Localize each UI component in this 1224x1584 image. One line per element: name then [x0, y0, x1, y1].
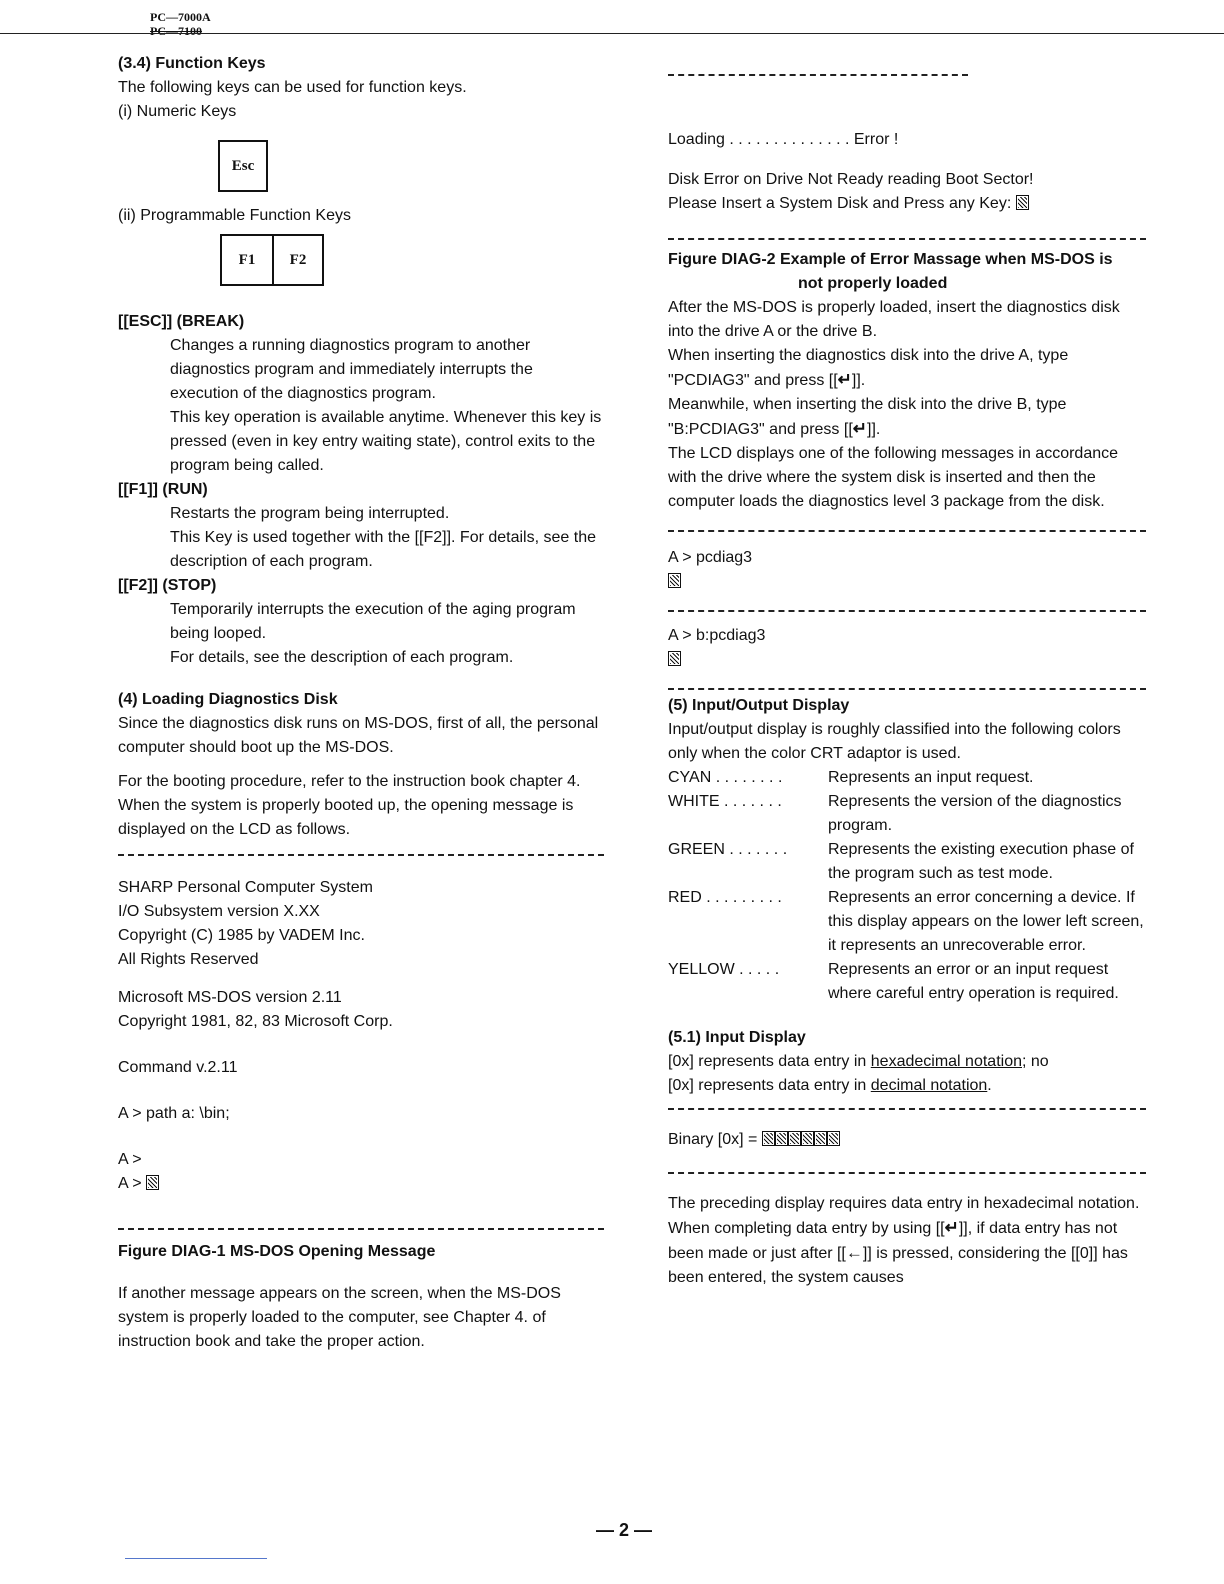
screen-command-line: Command v.2.11	[118, 1059, 238, 1076]
programmable-keys-figure	[118, 234, 604, 304]
figure-diag-1-note: If another message appears on the screen, when the MS-DOS system is properly loaded to the computer, see Chapter 4. of instruction book and take the proper action.	[118, 1285, 561, 1350]
section-4-para-3: When the system is properly booted up, the opening message is displayed on the LCD as follows.	[118, 797, 574, 838]
f2-stop-desc: Temporarily interrupts the execution of the aging program being looped.	[170, 601, 576, 642]
numeric-keys-label: (i) Numeric Keys	[118, 103, 237, 120]
section-5-1-para-1: [0x] represents data entry in hexadecimal notation; no	[668, 1053, 1049, 1070]
opening-message-screen	[118, 876, 604, 1196]
section-4-title: (4) Loading Diagnostics Disk	[118, 691, 338, 708]
binary-rule-top	[668, 1108, 1146, 1110]
right-column	[668, 52, 1146, 1290]
color-name: RED . . . . . . . . .	[668, 889, 782, 906]
f1-run-desc: Restarts the program being interrupted.	[170, 505, 450, 522]
cursor-icon	[668, 573, 681, 588]
enter-key-icon: ↵	[944, 1218, 959, 1237]
screen-line: Copyright 1981, 82, 83 Microsoft Corp.	[118, 1013, 393, 1030]
right-para-6: When completing data entry by using [[↵]], if data entry has not been made or just after [[←]] is pressed, considering the [[0]] has been entered, the system causes	[668, 1218, 1128, 1286]
cursor-icon	[814, 1131, 827, 1146]
screen-path-line: A > path a: \bin;	[118, 1105, 230, 1122]
color-desc: Represents the version of the diagnostics program.	[828, 793, 1122, 834]
color-desc: Represents an error or an input request where careful entry operation is required.	[828, 961, 1119, 1002]
page-number: — 2 —	[596, 1520, 653, 1540]
f2-key: F2	[272, 234, 324, 286]
esc-break-title: [[ESC]] (BREAK)	[118, 313, 245, 330]
header-model: PC—7000A PC—7100	[150, 10, 211, 38]
error-line-1: Disk Error on Drive Not Ready reading Boot Sector!	[668, 171, 1034, 188]
left-column	[118, 52, 604, 1354]
section-5-title: (5) Input/Output Display	[668, 697, 850, 714]
cursor-icon	[668, 651, 681, 666]
numeric-keys-figure	[118, 124, 604, 196]
loading-error-line: Loading . . . . . . . . . . . . . . Error !	[668, 131, 899, 148]
f2-stop-desc-2: For details, see the description of each program.	[170, 649, 514, 666]
enter-key-icon: ↵	[852, 419, 868, 438]
right-para-4: The LCD displays one of the following messages in accordance with the drive where the system disk is inserted and then the computer loads the diagnostics level 3 package from the disk.	[668, 445, 1119, 510]
color-desc: Represents an input request.	[828, 769, 1034, 786]
screen-line: SHARP Personal Computer System	[118, 879, 373, 896]
f1-run-title: [[F1]] (RUN)	[118, 481, 208, 498]
figure-diag-2-caption: Figure DIAG-2 Example of Error Massage when MS-DOS is	[668, 251, 1113, 268]
cmd-rule-1	[668, 530, 1146, 532]
section-3-4-title: (3.4) Function Keys	[118, 55, 266, 72]
section-5-1-para-2: [0x] represents data entry in decimal notation.	[668, 1077, 992, 1094]
binary-rule-bottom	[668, 1172, 1146, 1174]
right-para-5: The preceding display requires data entry in hexadecimal notation.	[668, 1195, 1140, 1212]
color-table	[668, 766, 1146, 1006]
f2-stop-title: [[F2]] (STOP)	[118, 577, 217, 594]
section-5-1-title: (5.1) Input Display	[668, 1029, 806, 1046]
cursor-icon	[775, 1131, 788, 1146]
backspace-key-icon: ←	[845, 1243, 863, 1262]
figure-diag-1-caption: Figure DIAG-1 MS-DOS Opening Message	[118, 1243, 436, 1260]
screen-prompt-cursor: A >	[118, 1172, 604, 1196]
color-name: GREEN . . . . . . .	[668, 841, 788, 858]
color-name: CYAN . . . . . . . .	[668, 769, 783, 786]
screen-line: Copyright (C) 1985 by VADEM Inc.	[118, 927, 365, 944]
cursor-icon	[762, 1131, 775, 1146]
screen-line: All Rights Reserved	[118, 951, 259, 968]
right-para-3: Meanwhile, when inserting the disk into the drive B, type "B:PCDIAG3" and press [[↵]].	[668, 393, 1146, 442]
screen-bottom-rule	[118, 1228, 604, 1230]
section-5-intro: Input/output display is roughly classified into the following colors only when the color CRT adaptor is used.	[668, 721, 1121, 762]
cursor-icon	[788, 1131, 801, 1146]
section-4-para-1: Since the diagnostics disk runs on MS-DOS, first of all, the personal computer should boot up the MS-DOS.	[118, 715, 599, 756]
binary-entry-line: Binary [0x] =	[668, 1128, 1146, 1152]
section-4-para-2: For the booting procedure, refer to the instruction book chapter 4.	[118, 773, 581, 790]
command-pcdiag3: A > pcdiag3	[668, 549, 753, 566]
color-name: WHITE . . . . . . .	[668, 793, 782, 810]
cmd-rule-3	[668, 688, 1146, 690]
esc-key: Esc	[218, 140, 268, 192]
screen-line: I/O Subsystem version X.XX	[118, 903, 320, 920]
color-name: YELLOW . . . . .	[668, 961, 780, 978]
cmd-rule-2	[668, 610, 1146, 612]
header-rule	[0, 33, 1224, 34]
cursor-icon	[827, 1131, 840, 1146]
footer-rule	[125, 1558, 267, 1559]
programmable-keys-label: (ii) Programmable Function Keys	[118, 207, 351, 224]
error-screen-bottom-rule	[668, 238, 1146, 240]
command-b-pcdiag3: A > b:pcdiag3	[668, 627, 766, 644]
figure-diag-2-caption-2: not properly loaded	[798, 275, 948, 292]
enter-key-icon: ↵	[837, 370, 852, 389]
cursor-icon	[801, 1131, 814, 1146]
esc-break-desc-2: This key operation is available anytime. Whenever this key is pressed (even in key entry waiting state), control exits to the program being called.	[170, 409, 602, 474]
error-line-2: Please Insert a System Disk and Press any Key:	[668, 192, 1146, 216]
screen-top-rule	[118, 854, 604, 856]
cursor-icon	[1016, 195, 1029, 210]
right-para-2: When inserting the diagnostics disk into the drive A, type "PCDIAG3" and press [[↵]].	[668, 344, 1146, 393]
screen-prompt: A >	[118, 1151, 142, 1168]
section-3-4-intro: The following keys can be used for function keys.	[118, 79, 467, 96]
right-para-1: After the MS-DOS is properly loaded, insert the diagnostics disk into the drive A or the drive B.	[668, 299, 1120, 340]
f1-key: F1	[220, 234, 274, 286]
f1-run-desc-2: This Key is used together with the [[F2]]. For details, see the description of each program.	[170, 529, 596, 570]
cursor-icon	[146, 1175, 159, 1190]
esc-break-desc: Changes a running diagnostics program to another diagnostics program and immediately interrupts the execution of the diagnostics program.	[170, 337, 533, 402]
screen-line: Microsoft MS-DOS version 2.11	[118, 989, 342, 1006]
color-desc: Represents an error concerning a device. If this display appears on the lower left screen, it represents an unrecoverable error.	[828, 889, 1144, 954]
color-desc: Represents the existing execution phase of the program such as test mode.	[828, 841, 1134, 882]
